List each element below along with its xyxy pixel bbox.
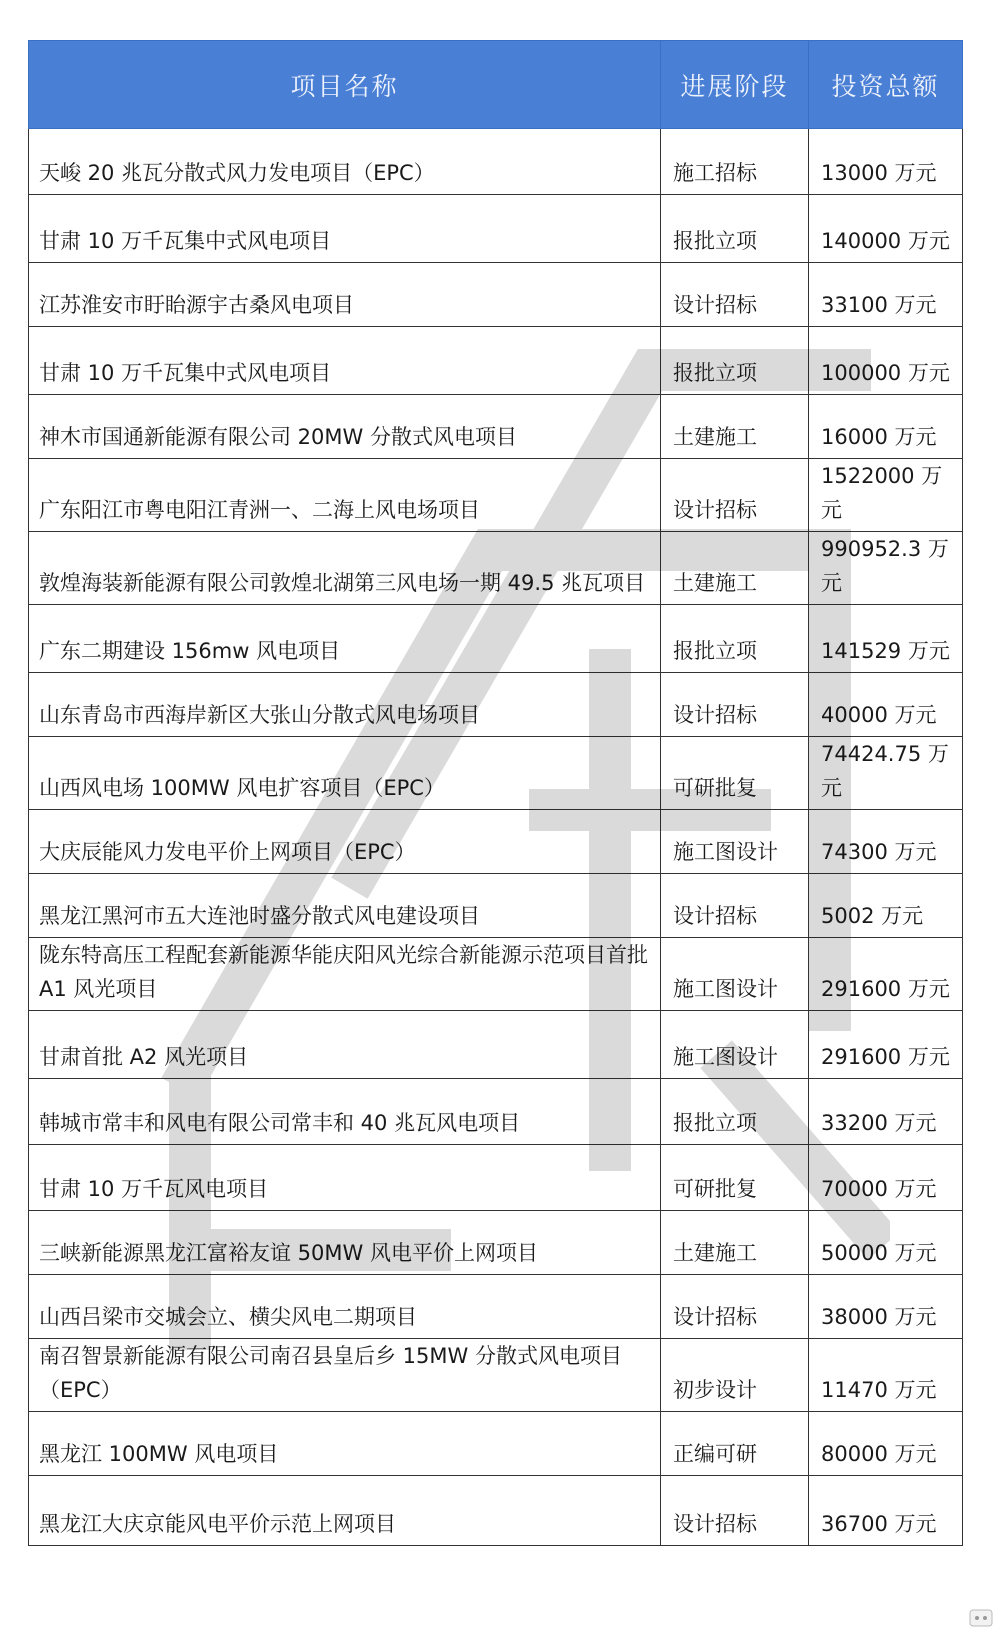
cell-total-investment: 16000 万元 xyxy=(809,395,963,459)
table-row xyxy=(29,737,963,810)
cell-project-name: 天峻 20 兆瓦分散式风力发电项目（EPC） xyxy=(29,129,661,195)
cell-project-name: 山西风电场 100MW 风电扩容项目（EPC） xyxy=(29,737,661,810)
cell-project-name: 敦煌海装新能源有限公司敦煌北湖第三风电场一期 49.5 兆瓦项目 xyxy=(29,532,661,605)
cell-progress-stage: 施工图设计 xyxy=(661,1011,809,1079)
cell-total-investment: 74300 万元 xyxy=(809,810,963,874)
cell-total-investment: 40000 万元 xyxy=(809,673,963,737)
project-table-container xyxy=(28,40,962,1546)
cell-project-name: 山西吕梁市交城会立、横尖风电二期项目 xyxy=(29,1275,661,1339)
cell-progress-stage: 土建施工 xyxy=(661,395,809,459)
cell-progress-stage: 可研批复 xyxy=(661,737,809,810)
cell-progress-stage: 初步设计 xyxy=(661,1339,809,1412)
table-header-row xyxy=(29,41,963,129)
cell-total-investment: 36700 万元 xyxy=(809,1476,963,1546)
table-row xyxy=(29,1339,963,1412)
table-row xyxy=(29,532,963,605)
cell-progress-stage: 施工招标 xyxy=(661,129,809,195)
table-row xyxy=(29,1412,963,1476)
table-row xyxy=(29,395,963,459)
table-row xyxy=(29,605,963,673)
table-row xyxy=(29,810,963,874)
table-row xyxy=(29,938,963,1011)
cell-total-investment: 990952.3 万元 xyxy=(809,532,963,605)
cell-total-investment: 140000 万元 xyxy=(809,195,963,263)
cell-project-name: 甘肃 10 万千瓦集中式风电项目 xyxy=(29,327,661,395)
table-row xyxy=(29,459,963,532)
table-row xyxy=(29,195,963,263)
cell-progress-stage: 设计招标 xyxy=(661,673,809,737)
cell-total-investment: 291600 万元 xyxy=(809,938,963,1011)
cell-progress-stage: 设计招标 xyxy=(661,263,809,327)
cell-total-investment: 74424.75 万元 xyxy=(809,737,963,810)
cell-progress-stage: 设计招标 xyxy=(661,1275,809,1339)
corner-logo-icon xyxy=(968,1607,994,1629)
cell-project-name: 黑龙江黑河市五大连池时盛分散式风电建设项目 xyxy=(29,874,661,938)
cell-progress-stage: 设计招标 xyxy=(661,1476,809,1546)
table-row xyxy=(29,1145,963,1211)
cell-total-investment: 5002 万元 xyxy=(809,874,963,938)
cell-project-name: 大庆辰能风力发电平价上网项目（EPC） xyxy=(29,810,661,874)
cell-total-investment: 38000 万元 xyxy=(809,1275,963,1339)
cell-total-investment: 11470 万元 xyxy=(809,1339,963,1412)
cell-total-investment: 100000 万元 xyxy=(809,327,963,395)
cell-total-investment: 141529 万元 xyxy=(809,605,963,673)
cell-total-investment: 13000 万元 xyxy=(809,129,963,195)
cell-project-name: 陇东特高压工程配套新能源华能庆阳风光综合新能源示范项目首批 A1 风光项目 xyxy=(29,938,661,1011)
cell-total-investment: 33100 万元 xyxy=(809,263,963,327)
table-body xyxy=(29,129,963,1546)
table-row xyxy=(29,1275,963,1339)
cell-progress-stage: 设计招标 xyxy=(661,874,809,938)
cell-progress-stage: 土建施工 xyxy=(661,532,809,605)
cell-project-name: 甘肃首批 A2 风光项目 xyxy=(29,1011,661,1079)
wind-power-project-table xyxy=(28,40,963,1546)
table-row xyxy=(29,1011,963,1079)
cell-total-investment: 33200 万元 xyxy=(809,1079,963,1145)
table-row xyxy=(29,129,963,195)
header-total-investment: 投资总额 xyxy=(809,41,963,129)
cell-progress-stage: 正编可研 xyxy=(661,1412,809,1476)
table-row xyxy=(29,1211,963,1275)
cell-project-name: 黑龙江大庆京能风电平价示范上网项目 xyxy=(29,1476,661,1546)
cell-project-name: 广东二期建设 156mw 风电项目 xyxy=(29,605,661,673)
table-row xyxy=(29,673,963,737)
cell-project-name: 广东阳江市粤电阳江青洲一、二海上风电场项目 xyxy=(29,459,661,532)
cell-progress-stage: 报批立项 xyxy=(661,605,809,673)
cell-project-name: 三峡新能源黑龙江富裕友谊 50MW 风电平价上网项目 xyxy=(29,1211,661,1275)
cell-progress-stage: 土建施工 xyxy=(661,1211,809,1275)
cell-progress-stage: 报批立项 xyxy=(661,327,809,395)
cell-total-investment: 80000 万元 xyxy=(809,1412,963,1476)
cell-progress-stage: 报批立项 xyxy=(661,195,809,263)
cell-project-name: 山东青岛市西海岸新区大张山分散式风电场项目 xyxy=(29,673,661,737)
cell-total-investment: 1522000 万元 xyxy=(809,459,963,532)
table-row xyxy=(29,1079,963,1145)
cell-progress-stage: 设计招标 xyxy=(661,459,809,532)
cell-project-name: 神木市国通新能源有限公司 20MW 分散式风电项目 xyxy=(29,395,661,459)
cell-total-investment: 291600 万元 xyxy=(809,1011,963,1079)
cell-total-investment: 50000 万元 xyxy=(809,1211,963,1275)
cell-project-name: 韩城市常丰和风电有限公司常丰和 40 兆瓦风电项目 xyxy=(29,1079,661,1145)
cell-progress-stage: 施工图设计 xyxy=(661,938,809,1011)
cell-project-name: 南召智景新能源有限公司南召县皇后乡 15MW 分散式风电项目（EPC） xyxy=(29,1339,661,1412)
cell-project-name: 黑龙江 100MW 风电项目 xyxy=(29,1412,661,1476)
cell-progress-stage: 施工图设计 xyxy=(661,810,809,874)
cell-project-name: 江苏淮安市盱眙源宇古桑风电项目 xyxy=(29,263,661,327)
cell-progress-stage: 报批立项 xyxy=(661,1079,809,1145)
cell-progress-stage: 可研批复 xyxy=(661,1145,809,1211)
header-project-name: 项目名称 xyxy=(29,41,661,129)
cell-project-name: 甘肃 10 万千瓦集中式风电项目 xyxy=(29,195,661,263)
table-row xyxy=(29,1476,963,1546)
table-row xyxy=(29,263,963,327)
table-row xyxy=(29,327,963,395)
header-progress-stage: 进展阶段 xyxy=(661,41,809,129)
cell-total-investment: 70000 万元 xyxy=(809,1145,963,1211)
cell-project-name: 甘肃 10 万千瓦风电项目 xyxy=(29,1145,661,1211)
table-row xyxy=(29,874,963,938)
